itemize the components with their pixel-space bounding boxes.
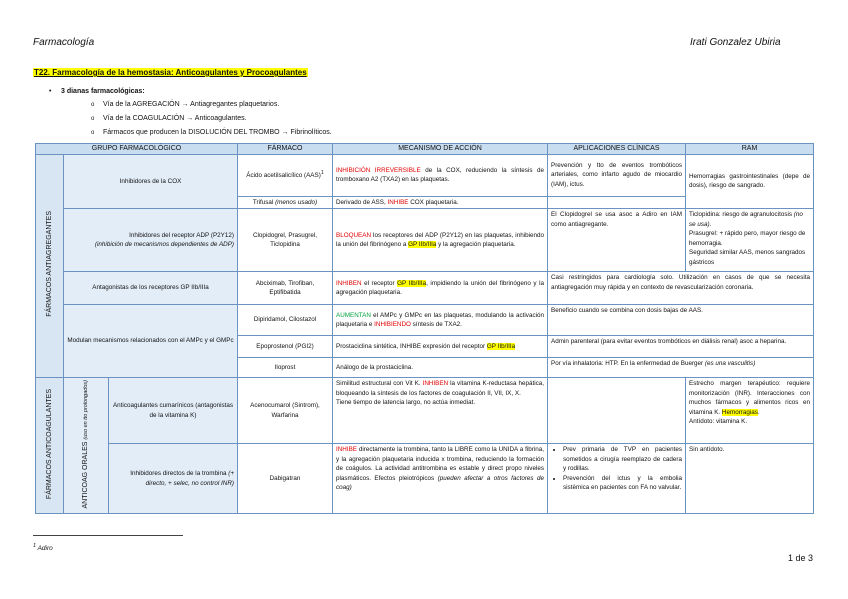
drug-dabigatran: Dabigatran [238, 444, 333, 514]
col-header-mechanism: MECANISMO DE ACCIÓN [333, 144, 548, 155]
footnote-divider [33, 535, 183, 536]
clinical-trifusal [548, 196, 686, 209]
ram-p2y12: Ticlopidina: riesgo de agranulocitosis (no se usa). Prasugrel: + rápido pero, mayor riesgo de hemorragia. Seguridad similar AAS, menos sangrados gástricos [686, 209, 814, 272]
list-item: • Prev primaria de TVP en pacientes sometidos a cirugía reemplazo de cadera y rodillas. [563, 445, 682, 474]
drug-clopidogrel: Clopidogrel, Prasugrel, Ticlopidina [238, 209, 333, 272]
bullet-list [33, 85, 332, 140]
clinical-p2y12: El Clopidogrel se usa asoc a Adiro en IAM como antiagregante. [548, 209, 686, 272]
mechanism-dipiridamol: AUMENTAN el AMPc y GMPc en las plaquetas, modulando la activación plaquetaria e INHIBIENDO síntesis de TXA2. [333, 305, 548, 336]
table-row [36, 305, 814, 336]
ram-dabigatran: Sin antídoto. [686, 444, 814, 514]
table-row [36, 154, 814, 196]
bullet-item: o Vía de la AGREGACIÓN → Antiagregantes plaquetarios. [91, 101, 280, 108]
clinical-epoprostenol: Admin parenteral (para evitar eventos trombóticos en diálisis renal) asoc a heparina. [548, 336, 814, 358]
table-header-row [36, 144, 814, 155]
clinical-iloprost: Por vía inhalatoria: HTP. En la enfermedad de Buerger (es una vasculitis) [548, 358, 814, 378]
bullet-item: o Vía de la COAGULACIÓN → Anticoagulantes. [91, 115, 247, 122]
table-row [36, 378, 814, 444]
drug-trifusal: Trifusal (menos usado) [238, 196, 333, 209]
drug-epoprostenol: Epoprostenol (PGI2) [238, 336, 333, 358]
mechanism-trifusal: Derivado de ASS, INHIBE COX plaquetaria. [333, 196, 548, 209]
drug-iloprost: Iloprost [238, 358, 333, 378]
section-antiagregantes: FÁRMACOS ANTIAGREGANTES [36, 154, 64, 378]
clinical-gp: Casi restringidos para cardiología solo. Utilización en casos de que se necesita antiagregación muy rápida y en contexto de revascularización coronaria. [548, 272, 814, 305]
ram-cumarinicos: Estrecho margen terapéutico: requiere monitorización (INR). Interacciones con muchos fármacos y alimentos ricos en vitamina K. Hemorragias. Antídoto: vitamina K. [686, 378, 814, 444]
clinical-dabigatran [548, 444, 686, 514]
mechanism-aas: INHIBICIÓN IRREVERSIBLE de la COX, reduciendo la síntesis de tromboxano A2 (TXA2) en las plaquetas. [333, 154, 548, 196]
group-ampc: Modulan mecanismos relacionados con el AMPc y el GMPc [64, 305, 238, 378]
col-header-group: GRUPO FARMACOLÓGICO [36, 144, 238, 155]
group-inhibidores-directos: Inhibidores directos de la trombina (+ directo, + selec, no control INR) [109, 444, 238, 514]
document-title: T22. Farmacología de la hemostasia: Anticoagulantes y Procoagulantes [34, 68, 307, 77]
bullet-lead: • 3 dianas farmacológicas: [49, 88, 145, 95]
mechanism-epoprostenol: Prostaciclina sintética, INHIBE expresión del receptor GP IIb/IIIa [333, 336, 548, 358]
pharmacology-table [35, 143, 814, 514]
clinical-aas: Prevención y tto de eventos trombóticos arteriales, como infarto agudo de miocardio (IAM), ictus. [548, 154, 686, 196]
table-row [36, 272, 814, 305]
page-number: 1 de 3 [788, 553, 814, 563]
mechanism-p2y12: BLOQUEAN los receptores del ADP (P2Y12) en las plaquetas, inhibiendo la unión del fibrinógeno a GP IIb/IIIa y la agregación plaquetaria. [333, 209, 548, 272]
footnote: $^1$ Adiro [33, 543, 53, 553]
mechanism-iloprost: Análogo de la prostaciclina. [333, 358, 548, 378]
header-author: Irati Gonzalez Ubiria [690, 37, 781, 48]
clinical-cumarinicos [548, 378, 686, 444]
drug-acenocumarol: Acenocumarol (Sintrom), Warfarina [238, 378, 333, 444]
group-gp: Antagonistas de los receptores GP IIb/IIIa [64, 272, 238, 305]
table-row [36, 444, 814, 514]
section-anticoagulantes: FÁRMACOS ANTICOAGULANTES [36, 378, 64, 514]
drug-abciximab: Abciximab, Tirofiban, Eptifibatida [238, 272, 333, 305]
group-cumarinicos: Anticoagulantes cumarínicos (antagonistas de la vitamina K) [109, 378, 238, 444]
drug-aas: Ácido acetilsalicílico (AAS)$^1$ [238, 154, 333, 196]
ram-cox: Hemorragias gastrointestinales (depe de dosis), riesgo de sangrado. [686, 154, 814, 209]
list-item: • Prevención del ictus y la embolia sistémica en pacientes con FA no valvular. [563, 474, 682, 493]
col-header-clinical: APLICACIONES CLÍNICAS [548, 144, 686, 155]
drug-dipiridamol: Dipiridamol, Cilostazol [238, 305, 333, 336]
header-subject: Farmacología [33, 37, 95, 48]
mechanism-dabigatran: INHIBE directamente la trombina, tanto la LIBRE como la UNIDA a fibrina, y la agregación plaquetaria inducida x trombina, reduciendo la formación de coágulos. La actividad antitrombina es estable y direct propo niveles plasmáticos. Efectos pleiotrópicos (pueden afectar a otros factores de coag) [333, 444, 548, 514]
group-cox: Inhibidores de la COX [64, 154, 238, 209]
mechanism-gp: INHIBEN el receptor GP IIb/IIIa, impidiendo la unión del fibrinógeno y la agregación plaquetaria. [333, 272, 548, 305]
col-header-drug: FÁRMACO [238, 144, 333, 155]
subsection-orales: ANTICOAG ORALES (uso en tto prolongados) [64, 378, 109, 514]
bullet-item: o Fármacos que producen la DISOLUCIÓN DEL TROMBO → Fibrinolíticos. [91, 129, 332, 136]
mechanism-cumarinicos: Similitud estructural con Vit K. INHIBEN la vitamina K-reductasa hepática, bloqueando la síntesis de los factores de coagulación II, VII, IX, X. Tiene tiempo de latencia largo, no actúa inmediat. [333, 378, 548, 444]
col-header-ram: RAM [686, 144, 814, 155]
table-row [36, 209, 814, 272]
clinical-dipiridamol: Beneficio cuando se combina con dosis bajas de AAS. [548, 305, 814, 336]
group-p2y12: Inhibidores del receptor ADP (P2Y12) (inhibición de mecanismos dependientes de ADP) [64, 209, 238, 272]
